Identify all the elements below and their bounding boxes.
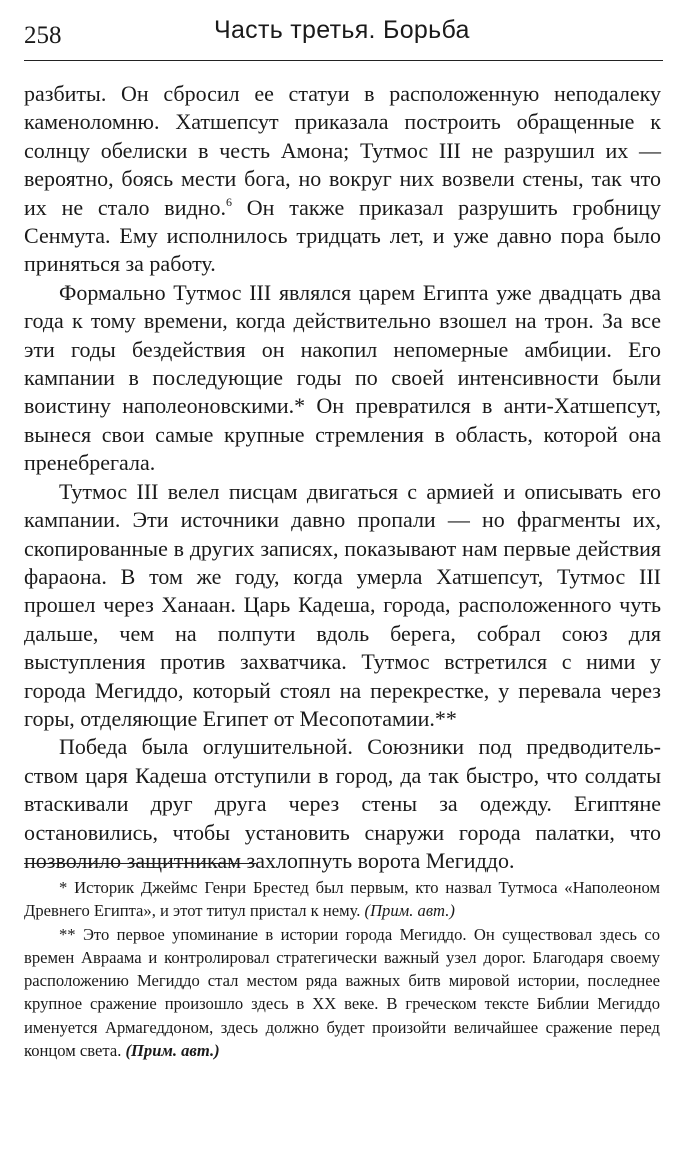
page-header	[24, 14, 661, 54]
running-head: Часть третья. Борьба	[214, 16, 470, 44]
footnote-2-author-note: (Прим. авт.)	[125, 1041, 220, 1061]
paragraph-3: Тутмос III велел писцам двигаться с армией и описывать его кампании. Эти источники давно пропали — но фрагменты их, скопированные в других записях, показывают нам первые действия фараона. В том же году, когда умерла Хатшепсут, Тутмос III прошел через Ханаан. Царь Кадеша, города, расположенного чуть дальше, чем на полпути вдоль берега, собрал союз для выступления против захватчика. Тутмос встретился с ними у города Мегиддо, который стоял на перекрестке, у перевала через горы, отделяющие Египет от Месопотамии.**	[24, 478, 661, 731]
footnote-1	[24, 876, 660, 923]
footnote-rule	[24, 863, 256, 864]
main-text	[24, 80, 661, 875]
footnote-2	[24, 923, 660, 1063]
paragraph-2: Формально Тутмос III являлся царем Египта уже двадцать два года к тому времени, когда действительно взошел на трон. За все эти годы бездействия он накопил непомерные амбиции. Его кампании в последующие годы по своей интенсивности были воистину наполеоновскими.* Он превратился в анти-Хатшепсут, вынеся свои самые крупные стремления в область, которой она пренебрегала.	[24, 279, 661, 476]
paragraph-1-text: разбиты. Он сбросил ее статуи в расположенную неподалеку каменоломню. Хатшепсут приказала построить обращенные к солнцу обелиски в честь Амона; Тутмос III не разрушил их — вероятно, боясь мести бога, но вокруг них возвели стены, так что их не стало видно.	[24, 81, 661, 220]
page-number: 258	[24, 22, 62, 49]
endnote-reference: 6	[225, 194, 232, 209]
header-rule	[24, 60, 663, 61]
paragraph-1	[24, 80, 661, 279]
paragraph-1-text-end: Он также приказал разрушить гробницу Сенмута. Ему исполнилось тридцать лет, и уже давно пора было приняться за работу.	[24, 194, 661, 277]
footnotes	[24, 876, 660, 1062]
footnote-1-text: * Историк Джеймс Генри Брестед был первым, кто назвал Тутмоса «Наполеоном Древнего Египта», и этот титул пристал к нему.	[24, 878, 660, 921]
paragraph-4: Победа была оглушительной. Союзники под предводительством царя Кадеша отступили в город, да так быстро, что солдаты втаскивали друг друга через стены за одежду. Египтяне остановились, чтобы установить снаружи города палатки, что позволило защитникам захлопнуть ворота Мегиддо.	[24, 734, 661, 873]
footnote-1-author-note: (Прим. авт.)	[364, 901, 455, 921]
footnote-2-text: ** Это первое упоминание в истории города Мегиддо. Он существовал здесь со времен Авраама и контролировал стратегически важный узел дорог. Благодаря своему расположению Мегиддо стал местом ряда важных битв мировой истории, последнее крупное сражение произошло здесь в XX веке. В греческом тексте Библии Мегиддо именуется Армагеддоном, здесь должно будет произойти величайшее сражение перед концом света.	[24, 924, 660, 1061]
